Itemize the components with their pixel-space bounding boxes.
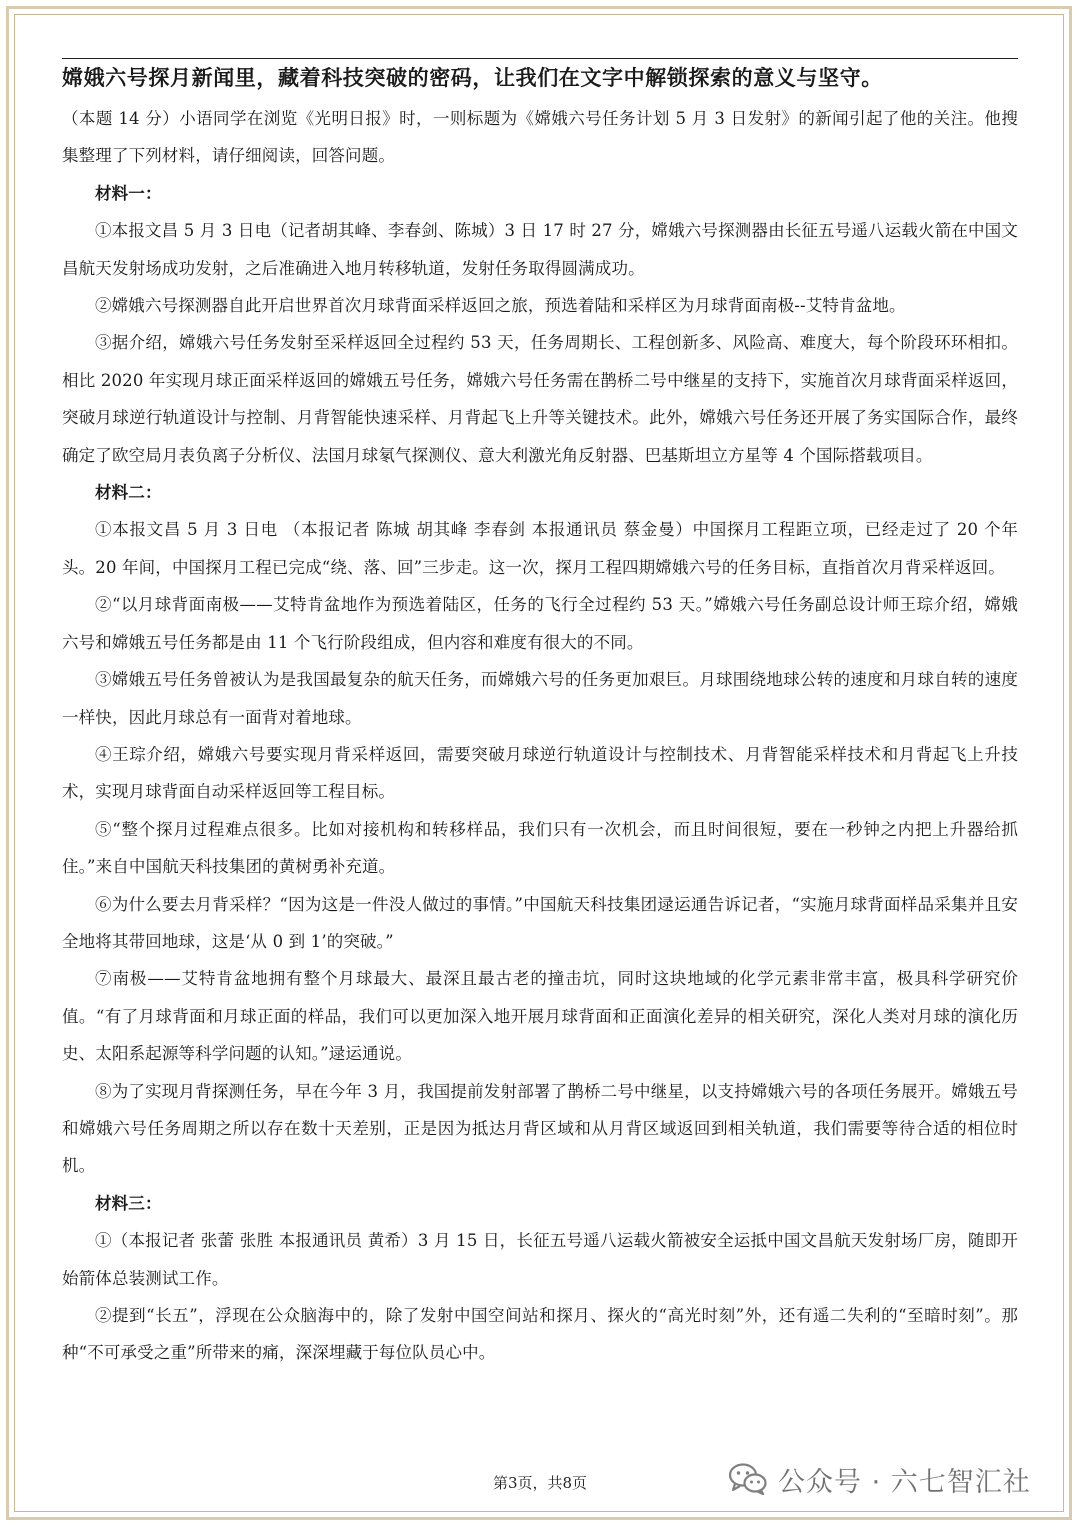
- material2-paragraph: ⑤“整个探月过程难点很多。比如对接机构和转移样品，我们只有一次机会，而且时间很短，要在一秒钟之内把上升器给抓住。”来自中国航天科技集团的黄树勇补充道。: [62, 819, 1018, 877]
- top-rule: [62, 58, 1018, 59]
- material2-paragraph: ⑦南极——艾特肯盆地拥有整个月球最大、最深且最古老的撞击坑，同时这块地域的化学元素非常丰富，极具科学研究价值。“有了月球背面和月球正面的样品，我们可以更加深入地开展月球背面和正面演化差异的相关研究，深化人类对月球的演化历史、太阳系起源等科学问题的认知。”逯运通说。: [62, 969, 1018, 1064]
- wechat-icon: [728, 1462, 768, 1496]
- watermark: [728, 1455, 1031, 1503]
- material3-label: 材料三：: [95, 1193, 162, 1213]
- material2-paragraph: ⑧为了实现月背探测任务，早在今年 3 月，我国提前发射部署了鹊桥二号中继星，以支持嫦娥六号的各项任务展开。嫦娥五号和嫦娥六号任务周期之所以存在数十天差别，正是因为抵达月背区域和从月背区域返回到相关轨道，我们需要等待合适的相位时机。: [62, 1081, 1018, 1176]
- material3-paragraph: ①（本报记者 张蕾 张胜 本报通讯员 黄希）3 月 15 日，长征五号遥八运载火箭被安全运抵中国文昌航天发射场厂房，随即开始箭体总装测试工作。: [62, 1231, 1018, 1288]
- material2-paragraph: ④王琮介绍，嫦娥六号要实现月背采样返回，需要突破月球逆行轨道设计与控制技术、月背智能采样技术和月背起飞上升技术，实现月球背面自动采样返回等工程目标。: [62, 744, 1018, 802]
- material3-paragraph: ②提到“长五”，浮现在公众脑海中的，除了发射中国空间站和探月、探火的“高光时刻”外，还有遥二失利的“至暗时刻”。那种“不可承受之重”所带来的痛，深深埋藏于每位队员心中。: [62, 1306, 1018, 1363]
- document-body: [62, 62, 1018, 1372]
- material1-paragraph: ②嫦娥六号探测器自此开启世界首次月球背面采样返回之旅，预选着陆和采样区为月球背面南极--艾特肯盆地。: [95, 296, 906, 316]
- material1-label: 材料一：: [95, 183, 162, 203]
- page-number: 第3页，共8页: [492, 1474, 588, 1492]
- material2-paragraph: ③嫦娥五号任务曾被认为是我国最复杂的航天任务，而嫦娥六号的任务更加艰巨。月球围绕地球公转的速度和月球自转的速度一样快，因此月球总有一面背对着地球。: [62, 670, 1018, 727]
- material1-paragraph: ③据介绍，嫦娥六号任务发射至采样返回全过程约 53 天，任务周期长、工程创新多、风险高、难度大，每个阶段环环相扣。相比 2020 年实现月球正面采样返回的嫦娥五号任务，嫦娥六号任务需在鹊桥二号中继星的支持下，实施首次月球背面采样返回，突破月球逆行轨道设计与控制、月背智能快速采样、月背起飞上升等关键技术。此外，嫦娥六号任务还开展了务实国际合作，最终确定了欧空局月表负离子分析仪、法国月球氡气探测仪、意大利激光角反射器、巴基斯坦立方星等 4 个国际搭载项目。: [62, 333, 1018, 465]
- question-intro: （本题 14 分）小语同学在浏览《光明日报》时，一则标题为《嫦娥六号任务计划 5 月 3 日发射》的新闻引起了他的关注。他搜集整理了下列材料，请仔细阅读，回答问题。: [62, 109, 1018, 166]
- material2-paragraph: ⑥为什么要去月背采样？“因为这是一件没人做过的事情。”中国航天科技集团逯运通告诉记者，“实施月球背面样品采集并且安全地将其带回地球，这是‘从 0 到 1’的突破。”: [62, 894, 1018, 951]
- material2-paragraph: ①本报文昌 5 月 3 日电 （本报记者 陈城 胡其峰 李春剑 本报通讯员 蔡金曼）中国探月工程距立项，已经走过了 20 个年头。20 年间，中国探月工程已完成“绕、落、回”三步走。这一次，探月工程四期嫦娥六号的任务目标，直指首次月背采样返回。: [62, 520, 1018, 577]
- material2-label: 材料二：: [95, 483, 162, 503]
- material2-paragraph: ②“以月球背面南极——艾特肯盆地作为预选着陆区，任务的飞行全过程约 53 天。”嫦娥六号任务副总设计师王琮介绍，嫦娥六号和嫦娥五号任务都是由 11 个飞行阶段组成，但内容和难度有很大的不同。: [62, 595, 1018, 652]
- material1-paragraph: ①本报文昌 5 月 3 日电（记者胡其峰、李春剑、陈城）3 日 17 时 27 分，嫦娥六号探测器由长征五号遥八运载火箭在中国文昌航天发射场成功发射，之后准确进入地月转移轨道，发射任务取得圆满成功。: [62, 221, 1018, 278]
- headline: 嫦娥六号探月新闻里，藏着科技突破的密码，让我们在文字中解锁探索的意义与坚守。: [62, 66, 883, 90]
- watermark-text: 公众号 · 六七智汇社: [778, 1466, 1031, 1498]
